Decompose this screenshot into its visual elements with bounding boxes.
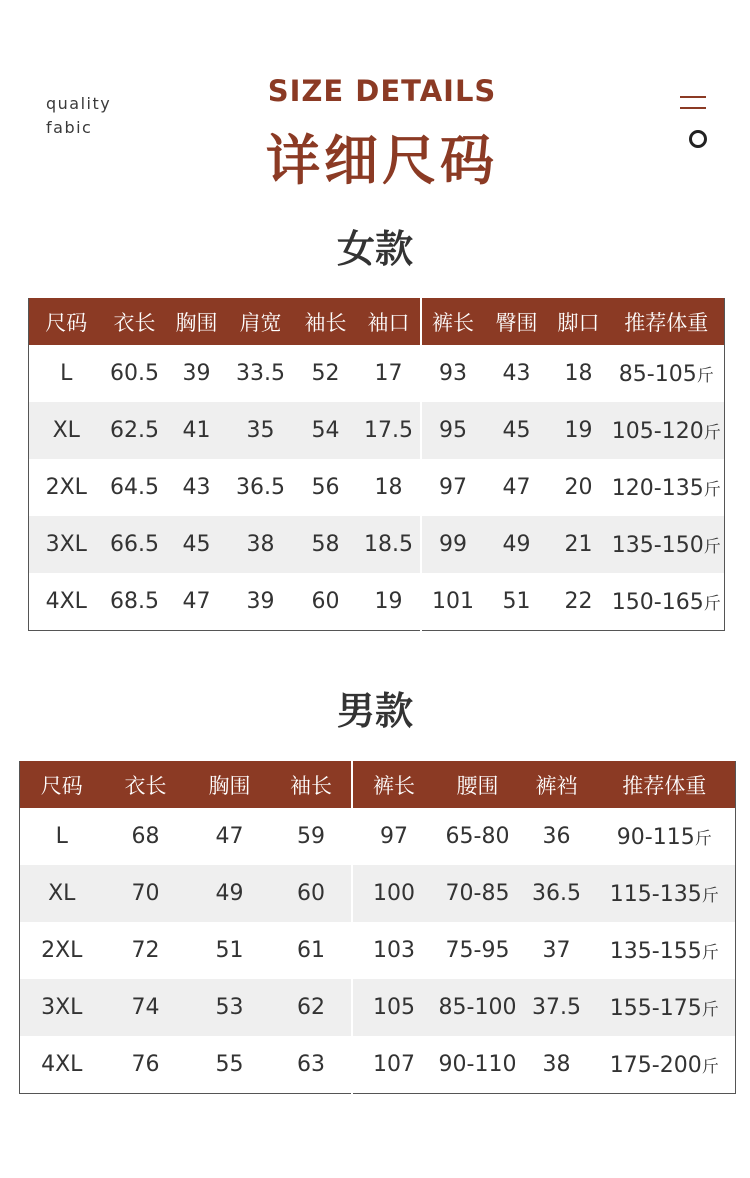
tag-line-fabic: fabic — [46, 118, 93, 137]
table-cell: 45 — [166, 516, 228, 573]
table-cell: 120-135斤 — [611, 475, 721, 501]
table-cell: 107 — [352, 1036, 436, 1094]
table-cell: 101 — [421, 573, 485, 631]
table-cell: 2XL — [41, 938, 83, 963]
table-cell: 93 — [421, 345, 485, 402]
column-header: 臀围 — [485, 298, 549, 345]
table-cell: 70-85 — [436, 865, 520, 922]
column-header: 尺码 — [20, 761, 104, 808]
table-cell: 21 — [549, 516, 609, 573]
women-size-table — [28, 298, 725, 631]
table-cell: 85-100 — [436, 979, 520, 1036]
table-cell: 17 — [374, 361, 403, 386]
table-row — [29, 459, 725, 516]
table-cell: 103 — [352, 922, 436, 979]
column-header: 裤长 — [421, 298, 485, 345]
table-cell: 97 — [421, 459, 485, 516]
weight-unit: 斤 — [703, 536, 721, 557]
column-header: 脚口 — [549, 298, 609, 345]
table-cell: 135-150斤 — [609, 516, 725, 573]
table-cell: 4XL — [41, 1052, 83, 1077]
table-cell: 18 — [564, 361, 593, 386]
table-cell: 90-115斤 — [616, 824, 712, 850]
table-cell: 74 — [104, 979, 188, 1036]
table-cell: 155-175斤 — [594, 979, 736, 1036]
table-cell: 45 — [485, 402, 549, 459]
table-cell: 65-80 — [445, 824, 510, 849]
table-cell: 36.5 — [520, 865, 594, 922]
table-cell: 59 — [297, 824, 325, 849]
decorative-circle-icon — [689, 130, 707, 148]
table-cell: 39 — [246, 589, 275, 614]
table-cell: 60 — [272, 865, 352, 922]
table-cell: 37.5 — [520, 979, 594, 1036]
table-cell: 62.5 — [104, 402, 166, 459]
table-cell: 38 — [228, 516, 294, 573]
table-cell: 70 — [104, 865, 188, 922]
table-cell: 150-165斤 — [611, 589, 721, 615]
weight-unit: 斤 — [703, 593, 721, 614]
table-cell: 39 — [182, 361, 211, 386]
table-cell: 41 — [166, 402, 228, 459]
table-cell: 95 — [421, 402, 485, 459]
table-cell: 115-135斤 — [594, 865, 736, 922]
table-cell: 135-155斤 — [609, 938, 719, 964]
table-row — [29, 573, 725, 631]
column-header: 袖长 — [294, 298, 358, 345]
table-cell: 47 — [182, 589, 211, 614]
weight-unit: 斤 — [701, 1056, 719, 1077]
table-cell: 85-105斤 — [618, 361, 714, 387]
column-header: 袖长 — [272, 761, 352, 808]
column-header: 肩宽 — [228, 298, 294, 345]
title-chinese: 详细尺码 — [266, 129, 498, 192]
table-cell: 97 — [352, 808, 436, 865]
table-row — [29, 345, 725, 402]
table-cell: L — [60, 361, 73, 386]
column-header: 推荐体重 — [594, 761, 736, 808]
title-english: SIZE DETAILS — [267, 74, 497, 108]
table-row — [29, 402, 725, 459]
table-cell: 36.5 — [236, 475, 285, 500]
table-cell: 175-200斤 — [609, 1052, 719, 1078]
table-cell: L — [55, 824, 68, 849]
table-row — [20, 865, 736, 922]
weight-unit: 斤 — [703, 422, 721, 443]
column-header: 胸围 — [188, 761, 272, 808]
table-cell: 17.5 — [358, 402, 421, 459]
table-cell: 60.5 — [110, 361, 159, 386]
table-cell: 37 — [542, 938, 571, 963]
women-section-title: 女款 — [336, 227, 413, 271]
column-header: 袖口 — [358, 298, 421, 345]
weight-unit: 斤 — [703, 479, 721, 500]
table-row — [29, 516, 725, 573]
table-cell: 66.5 — [104, 516, 166, 573]
table-cell: 19 — [549, 402, 609, 459]
table-cell: 47 — [502, 475, 531, 500]
table-cell: 19 — [374, 589, 403, 614]
column-header: 腰围 — [436, 761, 520, 808]
table-cell: 63 — [297, 1052, 325, 1077]
table-row — [20, 808, 736, 865]
table-cell: 43 — [502, 361, 531, 386]
column-header: 衣长 — [104, 761, 188, 808]
table-cell: 18 — [374, 475, 403, 500]
table-cell: 49 — [188, 865, 272, 922]
weight-unit: 斤 — [701, 942, 719, 963]
table-cell: 60 — [311, 589, 340, 614]
table-cell: 49 — [485, 516, 549, 573]
table-cell: 38 — [542, 1052, 571, 1077]
table-row — [20, 922, 736, 979]
table-cell: 22 — [564, 589, 593, 614]
table-cell: 51 — [215, 938, 244, 963]
column-header: 推荐体重 — [609, 298, 725, 345]
table-cell: 61 — [297, 938, 325, 963]
weight-unit: 斤 — [694, 828, 712, 849]
table-cell: 105-120斤 — [609, 402, 725, 459]
table-cell: 64.5 — [110, 475, 159, 500]
table-cell: 3XL — [20, 979, 104, 1036]
table-cell: 36 — [542, 824, 571, 849]
table-cell: 35 — [228, 402, 294, 459]
table-row — [20, 979, 736, 1036]
table-cell: 90-110 — [438, 1052, 517, 1077]
column-header: 尺码 — [29, 298, 104, 345]
column-header: 衣长 — [104, 298, 166, 345]
table-cell: 76 — [131, 1052, 160, 1077]
column-header: 裤裆 — [520, 761, 594, 808]
weight-unit: 斤 — [701, 999, 719, 1020]
table-cell: 72 — [131, 938, 160, 963]
table-cell: XL — [29, 402, 104, 459]
table-row — [20, 1036, 736, 1094]
table-cell: 20 — [564, 475, 593, 500]
table-cell: 51 — [502, 589, 531, 614]
tag-line-quality: quality — [46, 94, 112, 113]
men-section-title: 男款 — [336, 689, 413, 733]
table-cell: 68 — [131, 824, 160, 849]
table-cell: 52 — [311, 361, 340, 386]
table-cell: 58 — [294, 516, 358, 573]
table-cell: 62 — [272, 979, 352, 1036]
table-cell: 18.5 — [358, 516, 421, 573]
table-cell: 55 — [215, 1052, 244, 1077]
weight-unit: 斤 — [696, 365, 714, 386]
decorative-lines-icon — [680, 96, 706, 118]
table-cell: 105 — [352, 979, 436, 1036]
table-cell: 3XL — [29, 516, 104, 573]
weight-unit: 斤 — [701, 885, 719, 906]
column-header: 胸围 — [166, 298, 228, 345]
table-cell: 68.5 — [110, 589, 159, 614]
table-cell: 43 — [182, 475, 211, 500]
table-cell: 56 — [311, 475, 340, 500]
men-size-table — [19, 761, 736, 1094]
table-cell: 54 — [294, 402, 358, 459]
table-cell: 100 — [352, 865, 436, 922]
table-cell: XL — [20, 865, 104, 922]
table-cell: 47 — [215, 824, 244, 849]
table-cell: 75-95 — [445, 938, 510, 963]
table-cell: 2XL — [45, 475, 87, 500]
column-header: 裤长 — [352, 761, 436, 808]
table-cell: 4XL — [45, 589, 87, 614]
table-cell: 53 — [188, 979, 272, 1036]
table-cell: 33.5 — [236, 361, 285, 386]
table-cell: 99 — [421, 516, 485, 573]
